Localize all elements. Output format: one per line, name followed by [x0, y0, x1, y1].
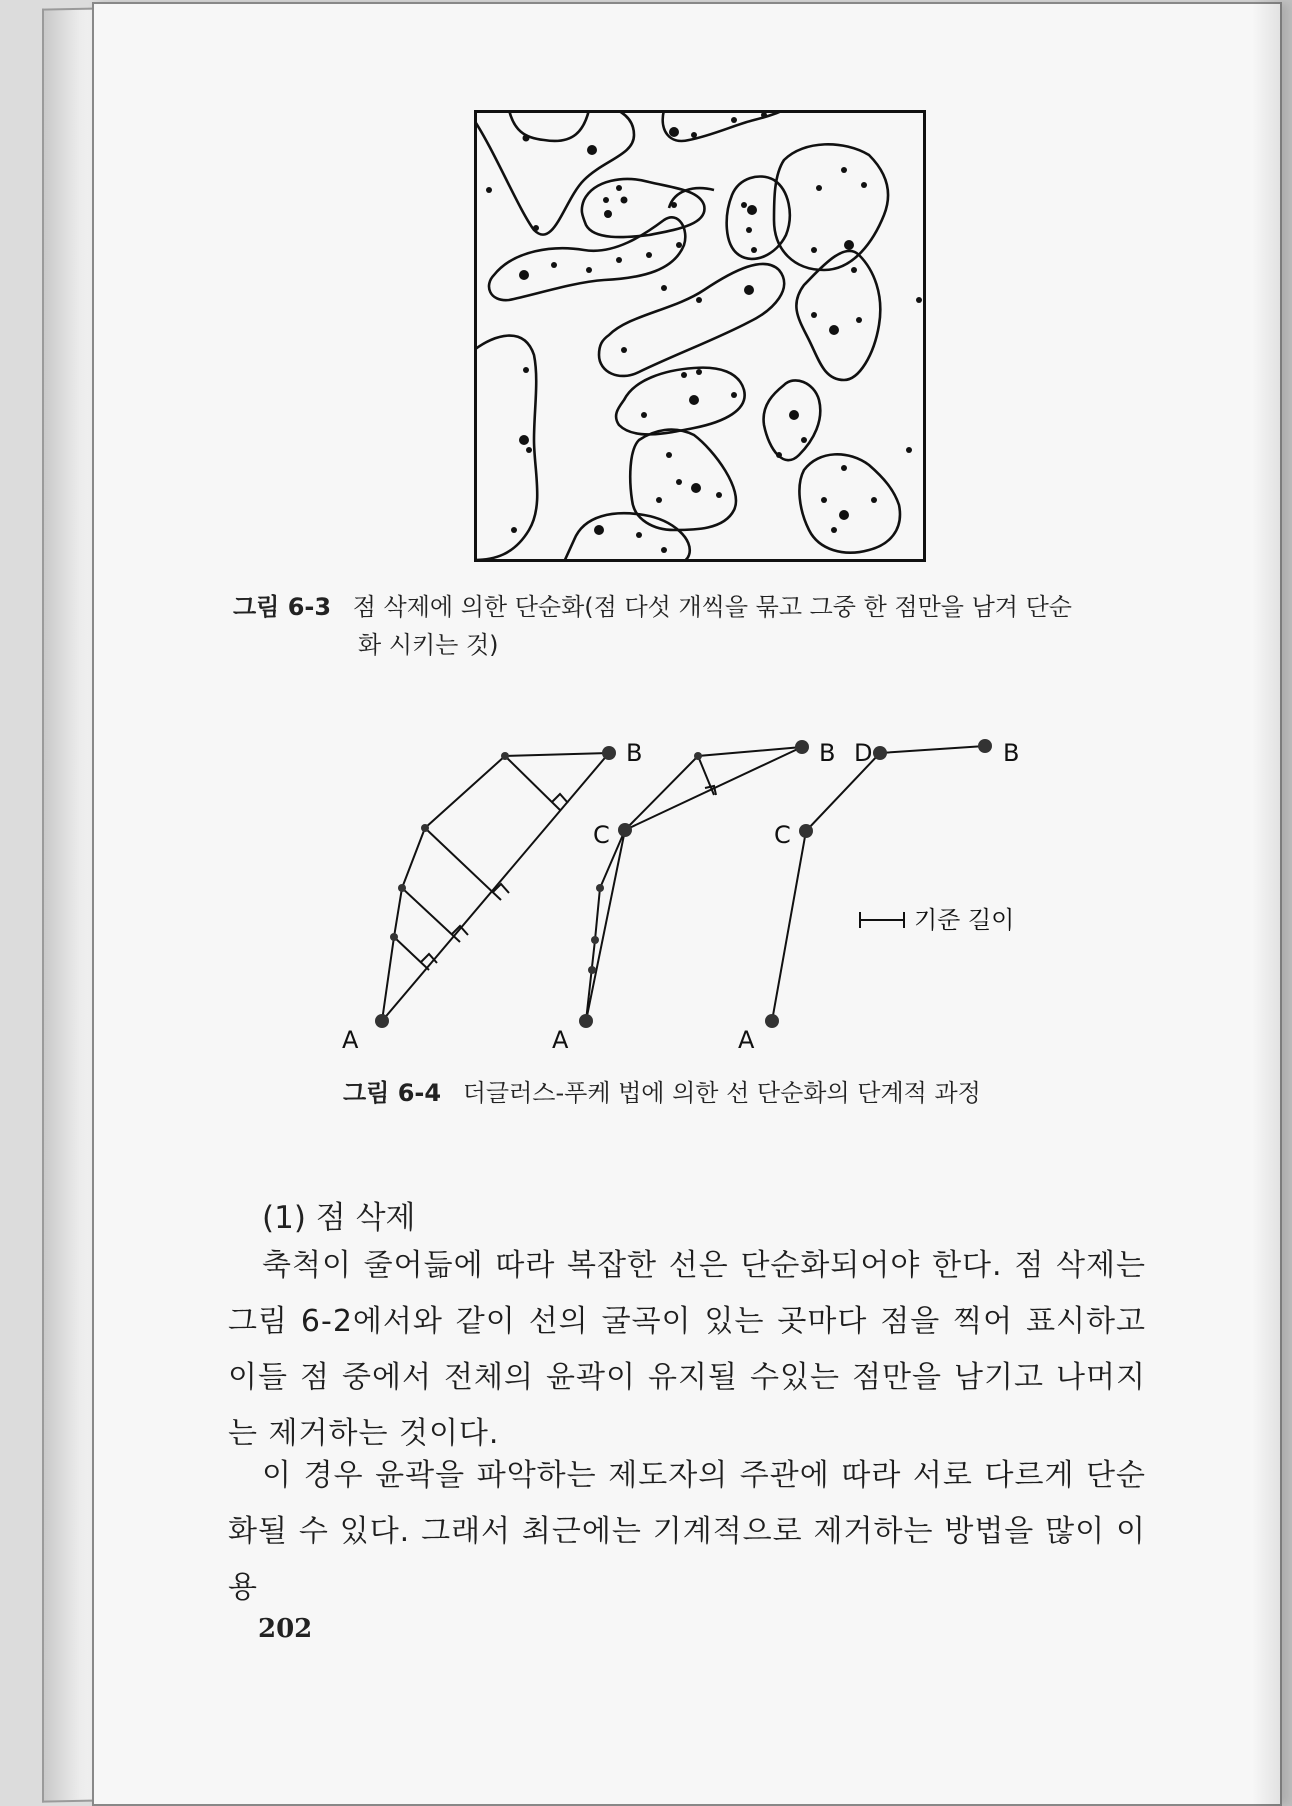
figure-6-3-caption-line2: 화 시키는 것) — [358, 631, 499, 659]
paragraph-1: 축척이 줄어듦에 따라 복잡한 선은 단순화되어야 한다. 점 삭제는 그림 6-2에서와 같이 선의 굴곡이 있는 곳마다 점을 찍어 표시하고 이들 점 중에서 전체의 윤곽이 유지될 수있는 점만을 남기고 나머지는 제거하는 것이다. — [228, 1248, 1146, 1451]
panel3-label-a: A — [738, 1026, 755, 1050]
panel2-label-a: A — [552, 1026, 569, 1050]
page-shadow — [1252, 0, 1292, 1806]
panel2-label-b: B — [819, 739, 836, 767]
figure-6-4-caption-text: 더글러스-푸케 법에 의한 선 단순화의 단계적 과정 — [462, 1079, 981, 1107]
figure-6-3-caption-line1: 점 삭제에 의한 단순화(점 다섯 개씩을 묶고 그중 한 점만을 남겨 단순 — [352, 593, 1072, 621]
legend-label: 기준 길이 — [914, 906, 1015, 934]
paragraph-2: 이 경우 윤곽을 파악하는 제도자의 주관에 따라 서로 다르게 단순화될 수 있다. 그래서 최근에는 기계적으로 제거하는 방법을 많이 이용 — [228, 1458, 1146, 1605]
panel3-label-c: C — [774, 821, 791, 849]
panel1-label-b: B — [626, 739, 643, 767]
panel3-label-b: B — [1003, 739, 1020, 767]
section-title: (1) 점 삭제 — [262, 1200, 416, 1236]
figure-6-4-caption — [343, 1074, 981, 1112]
figure-6-3-caption-continued — [358, 626, 499, 664]
panel2-label-c: C — [593, 821, 610, 849]
figure-6-4-label: 그림 6-4 — [343, 1079, 442, 1107]
panel1-label-a: A — [342, 1026, 359, 1050]
figure-6-3-diagram — [474, 110, 926, 562]
figure-6-4-diagram — [330, 730, 1050, 1050]
page-number: 202 — [258, 1614, 313, 1644]
figure-6-3-caption — [233, 588, 1072, 626]
figure-6-3-label: 그림 6-3 — [233, 593, 332, 621]
panel3-label-d: D — [854, 739, 873, 767]
